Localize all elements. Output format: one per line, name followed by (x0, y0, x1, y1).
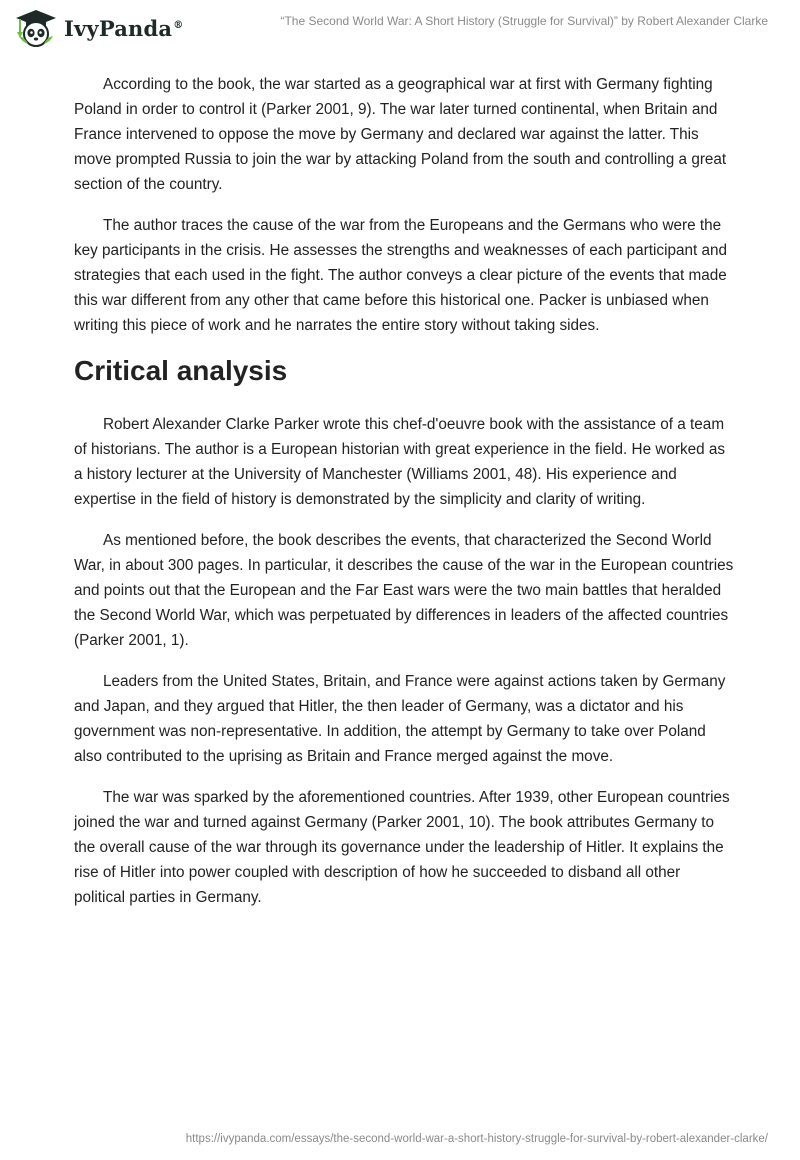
paragraph: Robert Alexander Clarke Parker wrote this chef-d'oeuvre book with the assistance of a team of historians. The author is a European historian with great experience in the field. He worked as a history lecturer at the University of Manchester (Williams 2001, 48). His experience and expertise in the field of history is demonstrated by the simplicity and clarity of writing. (74, 416, 726, 508)
paragraph: The author traces the cause of the war from the Europeans and the Germans who were the key participants in the crisis. He assesses the strengths and weaknesses of each participant and strategies that each used in the fight. The author conveys a clear picture of the events that made this war different from any other that came before this historical one. Packer is unbiased when writing this piece of work and he narrates the entire story without taking sides. (74, 217, 728, 334)
ivypanda-logo[interactable] (14, 8, 183, 48)
panda-graduate-icon (14, 8, 58, 48)
document-title: “The Second World War: A Short History (Struggle for Survival)” by Robert Alexander Clarke (280, 14, 768, 28)
page-header (0, 0, 800, 60)
paragraph: Leaders from the United States, Britain, and France were against actions taken by Germany and Japan, and they argued that Hitler, the then leader of Germany, was a dictator and his government was non-representative. In addition, the attempt by Germany to take over Poland also contributed to the uprising as Britain and France merged against the move. (74, 673, 726, 765)
paragraph: The war was sparked by the aforementioned countries. After 1939, other European countries joined the war and turned against Germany (Parker 2001, 10). The book attributes Germany to the overall cause of the war through its governance under the leadership of Hitler. It explains the rise of Hitler into power coupled with description of how he succeeded to disband all other political parties in Germany. (74, 789, 730, 906)
section-heading: Critical analysis (74, 355, 288, 386)
essay-body (74, 72, 734, 926)
paragraph: According to the book, the war started as a geographical war at first with Germany fighting Poland in order to control it (Parker 2001, 9). The war later turned continental, when Britain and France intervened to oppose the move by Germany and declared war against the latter. This move prompted Russia to join the war by attacking Poland from the south and controlling a great section of the country. (74, 76, 727, 193)
logo-text: IvyPanda (64, 15, 173, 41)
source-url-link[interactable]: https://ivypanda.com/essays/the-second-world-war-a-short-history-struggle-for-survival-by-robert-alexander-clarke/ (185, 1133, 768, 1145)
registered-mark: ® (173, 19, 184, 31)
paragraph: As mentioned before, the book describes the events, that characterized the Second World War, in about 300 pages. In particular, it describes the cause of the war in the European countries and points out that the European and the Far East wars were the two main battles that heralded the Second World War, which was perpetuated by differences in leaders of the affected countries (Parker 2001, 1). (74, 532, 734, 649)
logo-wordmark (64, 16, 183, 41)
